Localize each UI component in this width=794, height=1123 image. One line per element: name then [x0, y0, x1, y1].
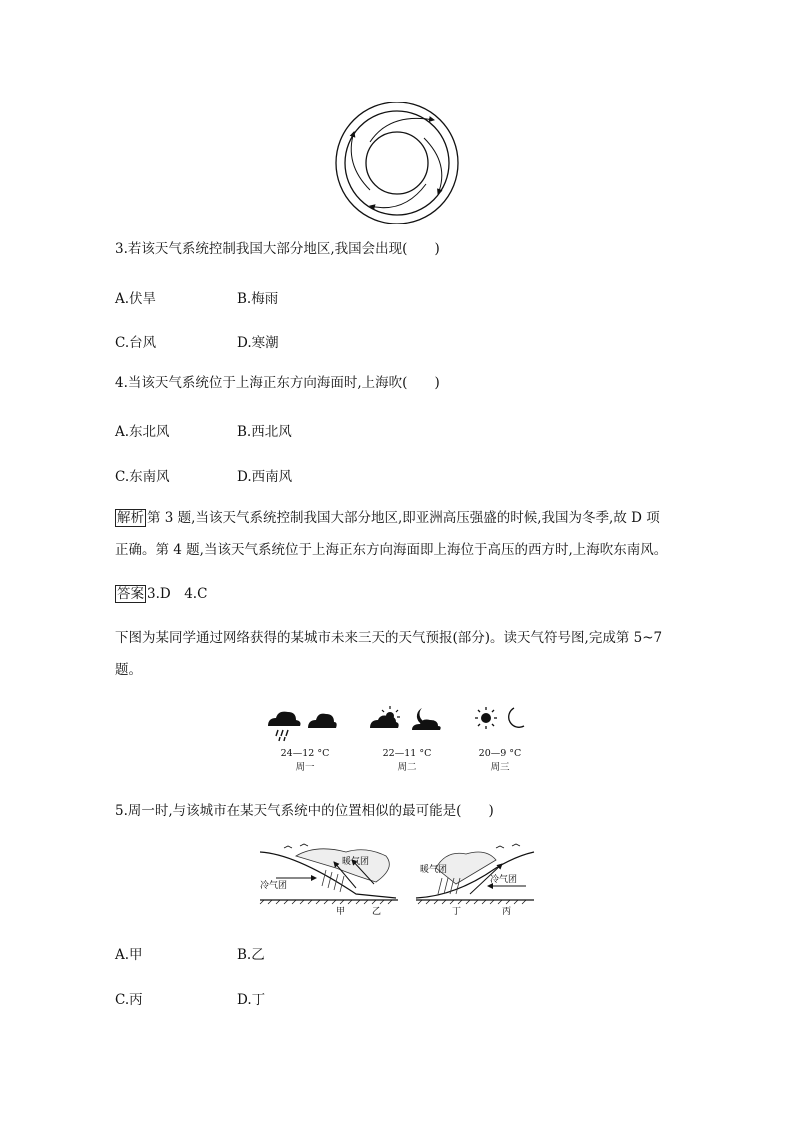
isobar-inner — [366, 132, 428, 194]
label-yi: 乙 — [372, 907, 382, 917]
q3-option-b[interactable]: B.梅雨 — [237, 291, 279, 307]
sun-icon — [475, 707, 497, 729]
label-cold-mass-right: 冷气团 — [490, 875, 518, 885]
wind-arrow-2 — [424, 138, 442, 194]
forecast-temp-wed: 20—9 °C — [478, 748, 522, 759]
label-bing: 丙 — [502, 907, 512, 917]
answer-line — [115, 585, 207, 603]
sun-cloud-icon — [370, 706, 400, 728]
moon-icon — [509, 708, 524, 727]
label-cold-mass-left: 冷气团 — [260, 881, 288, 891]
forecast-day-mon: 周一 — [295, 762, 315, 773]
cloud-icon — [308, 714, 337, 728]
intro-line-1: 下图为某同学通过网络获得的某城市未来三天的天气预报(部分)。读天气符号图,完成第 5~7 — [115, 630, 663, 646]
answer-tag: 答案 — [117, 586, 144, 602]
label-warm-mass-left: 暖气团 — [342, 857, 370, 867]
moon-cloud-icon — [412, 708, 441, 730]
q4-option-b[interactable]: B.西北风 — [237, 424, 292, 440]
weather-symbols — [262, 704, 532, 748]
label-jia: 甲 — [336, 907, 346, 917]
wind-arrow-4 — [351, 132, 370, 190]
fronts-diagram — [256, 838, 538, 920]
analysis-line-2: 正确。第 4 题,当该天气系统位于上海正东方向海面即上海位于高压的西方时,上海吹东南风。 — [115, 542, 668, 558]
q3-stem: 3.若该天气系统控制我国大部分地区,我国会出现( ) — [115, 241, 440, 257]
answer-text: 3.D 4.C — [147, 586, 208, 602]
q4-stem: 4.当该天气系统位于上海正东方向海面时,上海吹( ) — [115, 375, 440, 391]
forecast-temp-tue: 22—11 °C — [382, 748, 432, 759]
q5-option-a[interactable]: A.甲 — [115, 947, 143, 963]
label-warm-mass-right: 暖气团 — [420, 865, 448, 875]
q4-option-d[interactable]: D.西南风 — [237, 469, 293, 485]
anticyclone-diagram — [330, 102, 464, 224]
q3-option-a[interactable]: A.伏旱 — [115, 291, 157, 307]
forecast-day-tue: 周二 — [397, 762, 417, 773]
q5-option-c[interactable]: C.丙 — [115, 992, 143, 1008]
q4-option-a[interactable]: A.东北风 — [115, 424, 170, 440]
analysis-text-1: 第 3 题,当该天气系统控制我国大部分地区,即亚洲高压强盛的时候,我国为冬季,故 D 项 — [147, 510, 660, 526]
q3-option-d[interactable]: D.寒潮 — [237, 335, 279, 351]
cloud-rain-icon — [268, 712, 301, 741]
forecast-temp-mon: 24—12 °C — [280, 748, 330, 759]
q5-option-d[interactable]: D.丁 — [237, 992, 266, 1008]
isobar-middle — [345, 111, 449, 215]
label-ding: 丁 — [452, 907, 462, 917]
cold-front-panel — [260, 844, 398, 904]
analysis-tag: 解析 — [117, 510, 144, 526]
q5-option-b[interactable]: B.乙 — [237, 947, 265, 963]
intro-line-2: 题。 — [115, 662, 142, 678]
q4-option-c[interactable]: C.东南风 — [115, 469, 170, 485]
q5-stem: 5.周一时,与该城市在某天气系统中的位置相似的最可能是( ) — [115, 803, 494, 819]
analysis-line-1 — [115, 509, 660, 527]
forecast-day-wed: 周三 — [490, 762, 510, 773]
q3-option-c[interactable]: C.台风 — [115, 335, 157, 351]
